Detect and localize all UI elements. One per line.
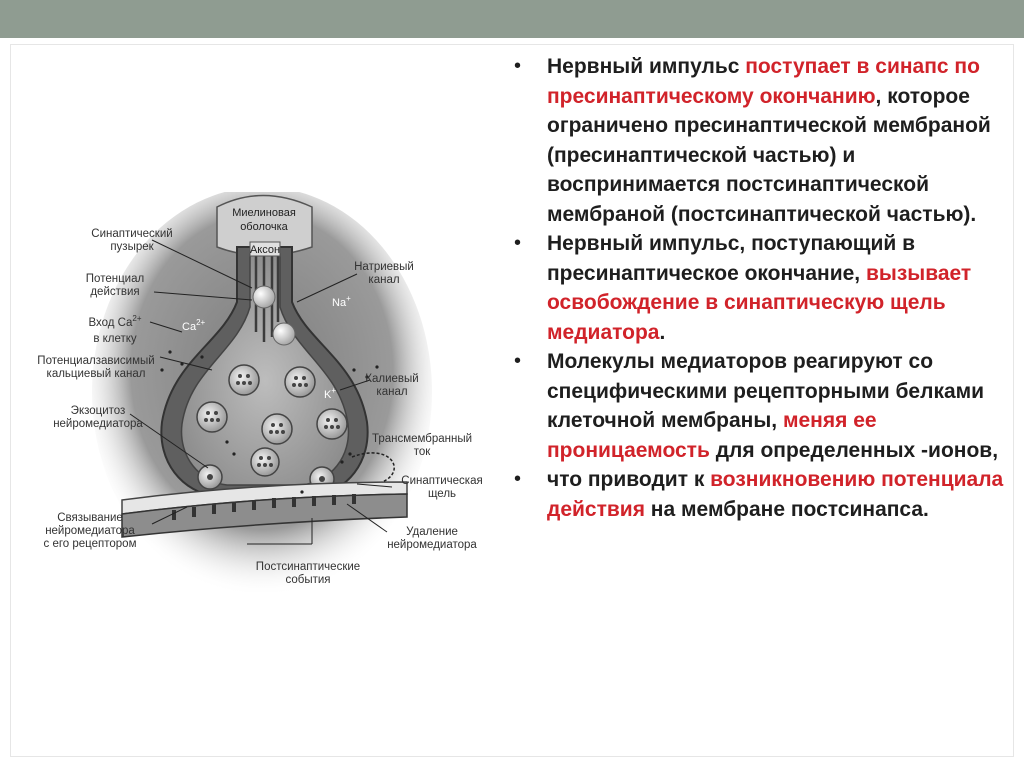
label-synaptic-vesicle-2: пузырек (110, 241, 154, 253)
label-action-potential-1: Потенциал (85, 273, 145, 285)
vesicle (262, 414, 292, 444)
label-ca-ion: $Ca^{2+}$ (182, 318, 206, 333)
label-removal-2: нейромедиатора (387, 539, 477, 551)
label-binding-2: нейромедиатора (45, 525, 135, 537)
label-na-ion: Na+ (332, 294, 351, 309)
label-ca-entry-2: в клетку (93, 333, 137, 345)
vesicle (317, 409, 347, 439)
vesicle (197, 402, 227, 432)
bullet-highlight: поступает в синапс по пресинаптическому окончанию (547, 55, 980, 108)
bullet-item (512, 347, 1012, 465)
bullet-dot: • (514, 232, 522, 254)
bullet-dot: • (514, 350, 522, 372)
bullet-item (512, 465, 1012, 524)
label-na-channel-2: канал (368, 274, 400, 286)
label-removal-1: Удаление (406, 526, 458, 538)
label-postsynaptic-2: события (285, 574, 331, 586)
label-binding-1: Связывание (57, 512, 123, 524)
bullet-text (547, 55, 991, 226)
label-cleft-1: Синаптическая (401, 475, 483, 487)
bullet-dot: • (514, 55, 522, 77)
label-myelin-1: Миелиновая (232, 207, 296, 219)
bullet-list (512, 52, 1012, 524)
label-exocytosis-2: нейромедиатора (53, 418, 143, 430)
bullet-text (547, 232, 971, 344)
vesicle (285, 367, 315, 397)
label-exocytosis-1: Экзоцитоз (70, 405, 126, 417)
bullet-segment: на мембране постсинапса. (644, 497, 929, 521)
bullet-segment: Нервный импульс, поступающий в пресинаптическое окончание, (547, 232, 916, 285)
bullet-segment: Нервный импульс (547, 55, 746, 78)
label-axon: Аксон (249, 244, 281, 256)
label-postsynaptic-1: Постсинаптические (255, 561, 361, 573)
bullet-segment: , которое ограничено пресинаптической мембраной (пресинаптической частью) и воспринимается постсинаптической мембраной (постсинаптической частью). (547, 84, 991, 226)
exocytosis-vesicle-left (198, 465, 222, 489)
bullet-segment: . (659, 320, 666, 344)
bullet-highlight: возникновению потенциала действия (547, 468, 1004, 521)
bullet-highlight: вызывает освобождение в синаптическую щель медиатора (547, 261, 972, 344)
synapse-svg (12, 192, 502, 592)
synapse-diagram (12, 192, 502, 592)
label-k-channel-2: канал (376, 386, 408, 398)
label-action-potential-2: действия (90, 286, 140, 298)
bullet-segment: для определенных -ионов, (709, 438, 999, 462)
vesicle (251, 448, 279, 476)
top-bar (0, 0, 1024, 38)
label-cleft-2: щель (427, 488, 457, 500)
label-myelin-2: оболочка (240, 221, 288, 233)
action-potential-sphere-1 (253, 286, 275, 308)
label-binding-3: с его рецептором (43, 538, 137, 550)
label-k-channel-1: Калиевый (365, 373, 419, 385)
bullet-text (547, 350, 998, 462)
bullet-dot: • (514, 468, 522, 490)
label-ca-channel-2: кальциевый канал (46, 368, 146, 380)
label-transmembrane-1: Трансмембранный (371, 433, 473, 445)
bullet-item (512, 52, 1012, 229)
label-k-ion: K+ (324, 386, 337, 401)
label-ca-entry-1: Вход $Ca^{2+}$ (88, 314, 142, 329)
bullet-segment: что приводит к (547, 468, 711, 491)
label-synaptic-vesicle-1: Синаптический (91, 228, 173, 240)
vesicle (229, 365, 259, 395)
bullet-text (547, 468, 1003, 521)
bullet-item (512, 229, 1012, 347)
label-na-channel-1: Натриевый (354, 261, 414, 273)
action-potential-sphere-2 (273, 323, 295, 345)
label-ca-channel-1: Потенциалзависимый (37, 355, 155, 367)
bullet-segment: Молекулы медиаторов реагируют со специфическими рецепторными белками клеточной мембраны, (547, 350, 985, 432)
label-transmembrane-2: ток (413, 446, 431, 458)
bullet-highlight: меняя ее проницаемость (547, 409, 877, 462)
